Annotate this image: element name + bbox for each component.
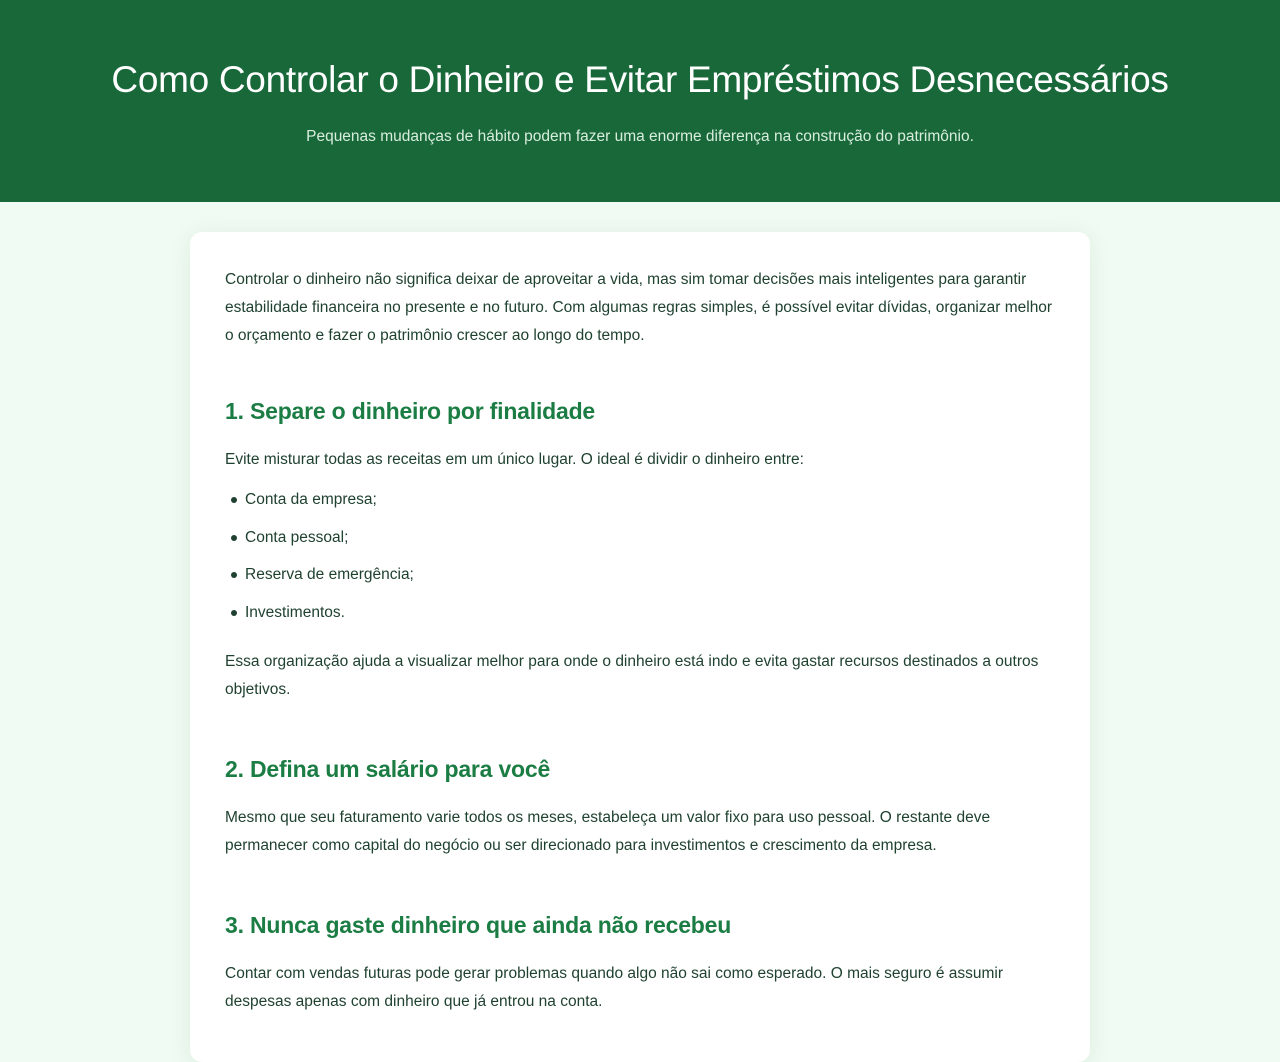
section-separe-dinheiro [225,396,1055,704]
section-paragraph: Mesmo que seu faturamento varie todos os meses, estabeleça um valor fixo para uso pessoal. O restante deve permanecer como capital do negócio ou ser direcionado para investimentos e crescimento da empresa. [225,808,991,854]
list-item: Conta pessoal; [225,524,1055,562]
section-paragraph: Evite misturar todas as receitas em um único lugar. O ideal é dividir o dinheiro entre: [225,451,804,468]
article-card [190,232,1090,1062]
intro-paragraph: Controlar o dinheiro não significa deixar de aproveitar a vida, mas sim tomar decisões mais inteligentes para garantir estabilidade financeira no presente e no futuro. Com algumas regras simples, é possível evitar dívidas, organizar melhor o orçamento e fazer o patrimônio crescer ao longo do tempo. [225,271,1053,344]
section-heading: 1. Separe o dinheiro por finalidade [225,398,596,424]
page-title: Como Controlar o Dinheiro e Evitar Empréstimos Desnecessários [111,59,1169,100]
list-item: Conta da empresa; [225,486,1055,524]
page-header [0,0,1280,202]
account-list [225,486,1055,637]
list-item: Reserva de emergência; [225,561,1055,599]
section-defina-salario [225,754,1055,860]
section-paragraph: Contar com vendas futuras pode gerar problemas quando algo não sai como esperado. O mais seguro é assumir despesas apenas com dinheiro que já entrou na conta. [225,964,1004,1010]
section-heading: 3. Nunca gaste dinheiro que ainda não recebeu [225,911,732,938]
page-subtitle: Pequenas mudanças de hábito podem fazer uma enorme diferença na construção do patrimônio. [306,128,974,145]
section-heading: 2. Defina um salário para você [225,755,551,782]
section-nunca-gaste [225,910,1055,1016]
list-item: Investimentos. [225,599,1055,637]
section-paragraph: Essa organização ajuda a visualizar melhor para onde o dinheiro está indo e evita gastar recursos destinados a outros objetivos. [225,652,1039,698]
